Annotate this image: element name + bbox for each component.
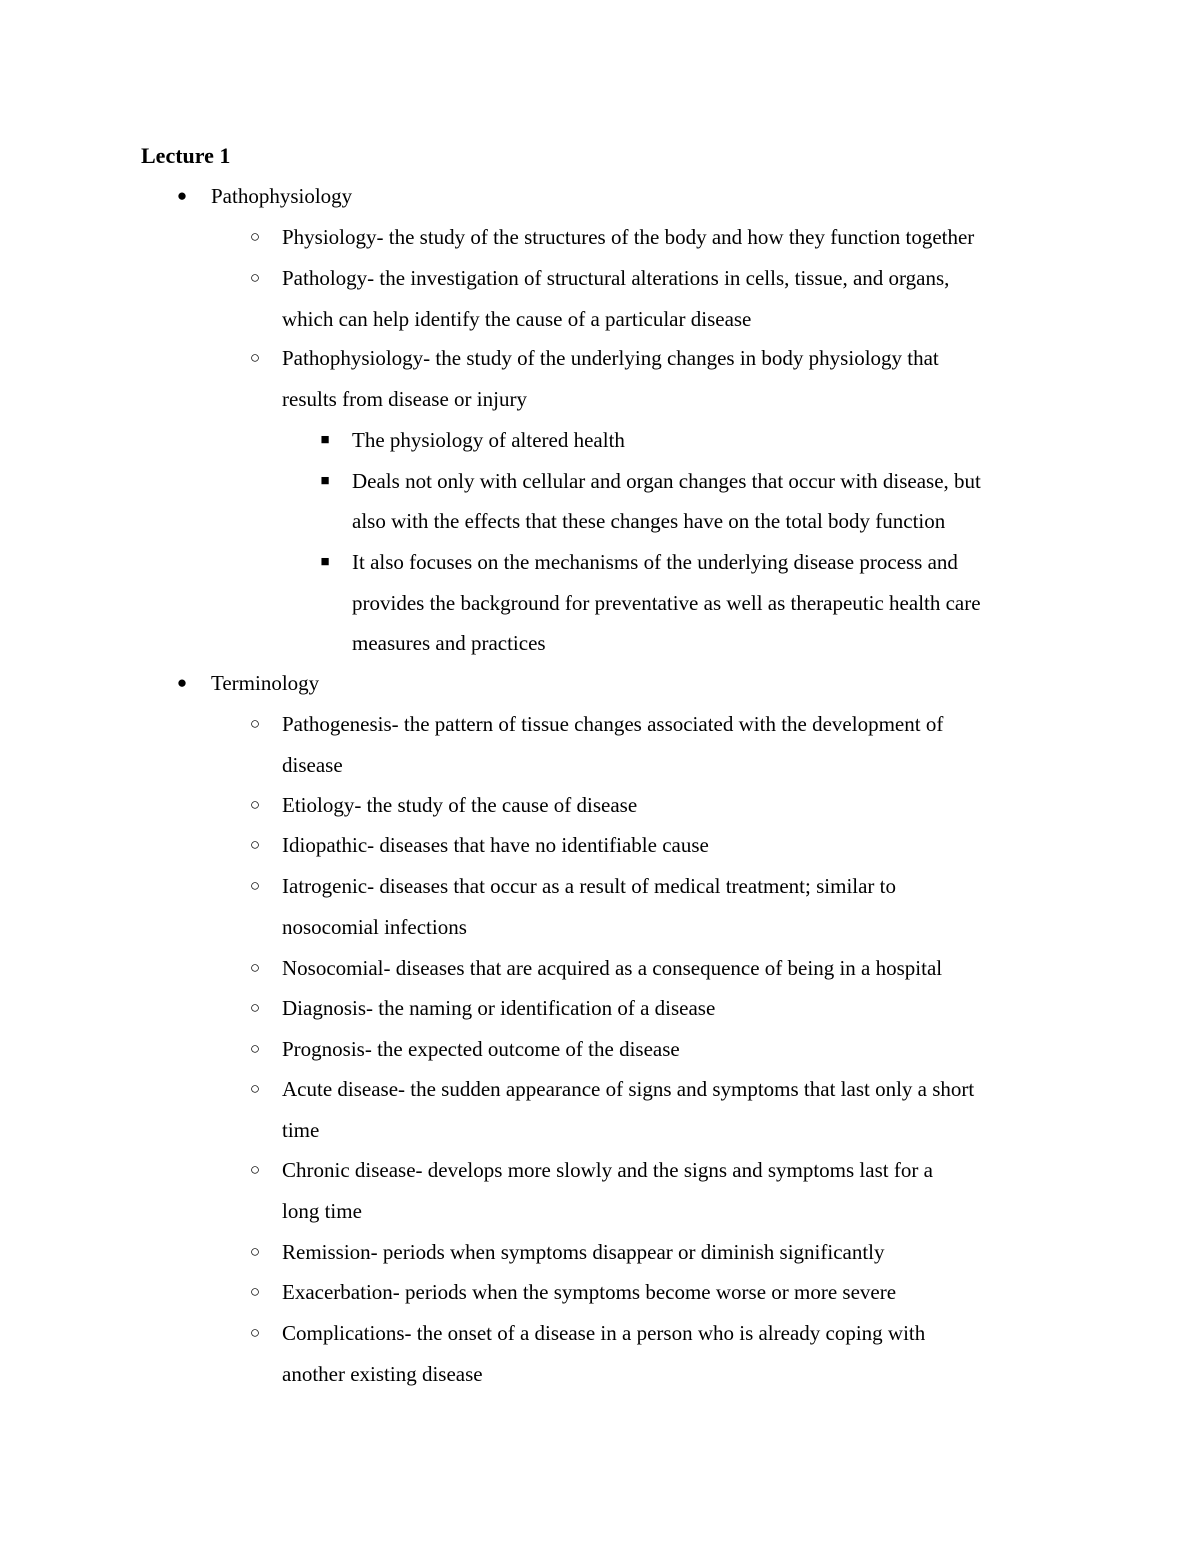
term-iatrogenic-cont: nosocomial infections [282,915,467,939]
hollow-circle-bullet-icon: ○ [249,1323,261,1342]
hollow-circle-bullet-icon: ○ [249,1242,261,1261]
term-diagnosis: Diagnosis- the naming or identification of a disease [282,996,716,1020]
hollow-circle-bullet-icon: ○ [249,835,261,854]
term-pathogenesis: Pathogenesis- the pattern of tissue changes associated with the development of [282,712,944,736]
term-acute-disease: Acute disease- the sudden appearance of signs and symptoms that last only a short [282,1077,975,1101]
sub-item-cellular-changes: Deals not only with cellular and organ changes that occur with disease, but [352,469,981,493]
term-nosocomial: Nosocomial- diseases that are acquired as a consequence of being in a hospital [282,956,943,980]
hollow-circle-bullet-icon: ○ [249,348,261,367]
sub-item-cellular-changes-cont: also with the effects that these changes have on the total body function [352,509,946,533]
hollow-circle-bullet-icon: ○ [249,714,261,733]
term-pathogenesis-cont: disease [282,753,343,777]
section-heading-terminology: Terminology [211,671,320,695]
term-complications: Complications- the onset of a disease in a person who is already coping with [282,1321,926,1345]
lecture-title: Lecture 1 [141,143,231,168]
filled-circle-bullet-icon: ● [176,186,188,205]
term-exacerbation: Exacerbation- periods when the symptoms become worse or more severe [282,1280,897,1304]
filled-circle-bullet-icon: ● [176,673,188,692]
hollow-circle-bullet-icon: ○ [249,998,261,1017]
list-item-pathophysiology: Pathophysiology- the study of the underlying changes in body physiology that [282,346,939,370]
term-etiology: Etiology- the study of the cause of disease [282,793,638,817]
hollow-circle-bullet-icon: ○ [249,227,261,246]
sub-item-altered-health: The physiology of altered health [352,428,625,452]
section-heading-pathophysiology: Pathophysiology [211,184,353,208]
hollow-circle-bullet-icon: ○ [249,268,261,287]
term-acute-disease-cont: time [282,1118,320,1142]
sub-item-mechanisms-cont1: provides the background for preventative as well as therapeutic health care [352,591,981,615]
hollow-circle-bullet-icon: ○ [249,1160,261,1179]
term-remission: Remission- periods when symptoms disappear or diminish significantly [282,1240,885,1264]
term-prognosis: Prognosis- the expected outcome of the disease [282,1037,680,1061]
hollow-circle-bullet-icon: ○ [249,958,261,977]
square-bullet-icon: ■ [320,554,330,570]
list-item-pathology-cont: which can help identify the cause of a particular disease [282,307,752,331]
sub-item-mechanisms-cont2: measures and practices [352,631,546,655]
list-item-physiology: Physiology- the study of the structures of the body and how they function together [282,225,975,249]
list-item-pathophysiology-cont: results from disease or injury [282,387,527,411]
square-bullet-icon: ■ [320,473,330,489]
hollow-circle-bullet-icon: ○ [249,1079,261,1098]
term-complications-cont: another existing disease [282,1362,483,1386]
term-idiopathic: Idiopathic- diseases that have no identifiable cause [282,833,709,857]
sub-item-mechanisms: It also focuses on the mechanisms of the underlying disease process and [352,550,958,574]
term-chronic-disease-cont: long time [282,1199,362,1223]
term-chronic-disease: Chronic disease- develops more slowly and the signs and symptoms last for a [282,1158,933,1182]
square-bullet-icon: ■ [320,432,330,448]
hollow-circle-bullet-icon: ○ [249,1282,261,1301]
list-item-pathology: Pathology- the investigation of structural alterations in cells, tissue, and organs, [282,266,950,290]
hollow-circle-bullet-icon: ○ [249,876,261,895]
hollow-circle-bullet-icon: ○ [249,1039,261,1058]
term-iatrogenic: Iatrogenic- diseases that occur as a result of medical treatment; similar to [282,874,897,898]
hollow-circle-bullet-icon: ○ [249,795,261,814]
